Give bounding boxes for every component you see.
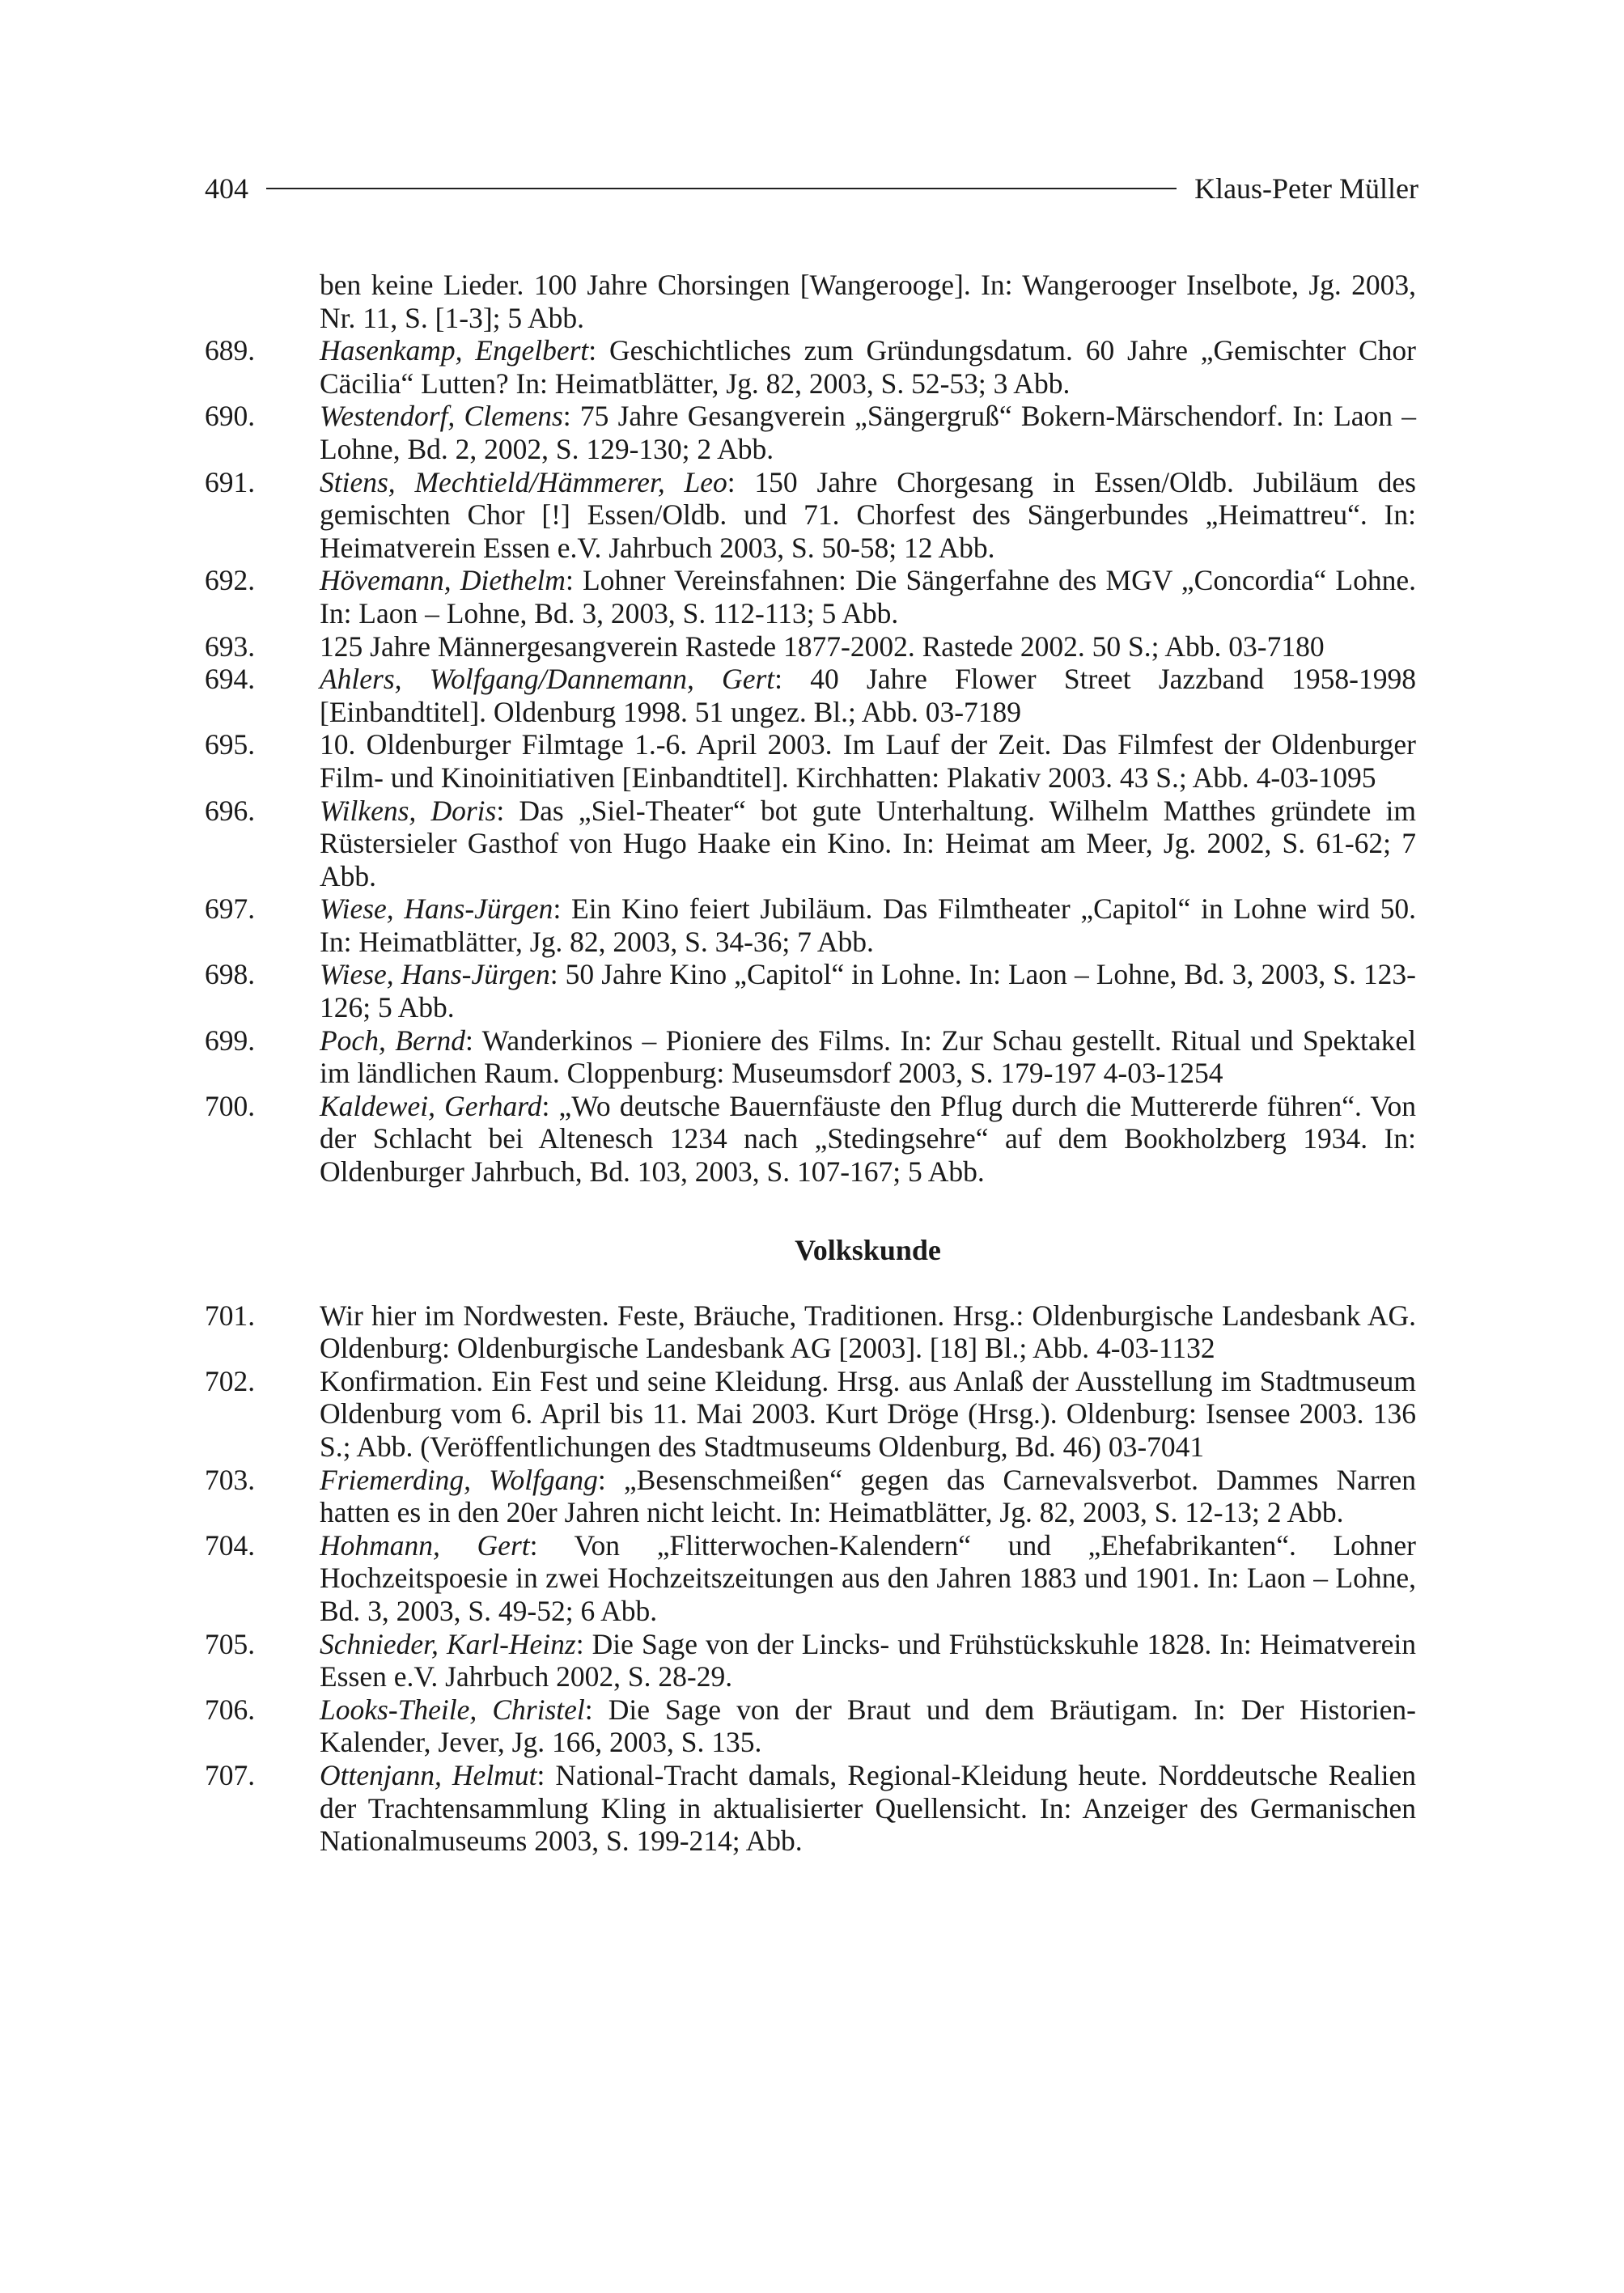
entry-text: 125 Jahre Männergesangverein Rastede 1877-2002. Rastede 2002. 50 S.; Abb. 03-7180	[320, 629, 1325, 663]
entry-text: : Die Sage von der Braut und dem Bräutigam. In: Der Historien-Kalender, Jever, Jg. 166, 2003, S. 135.	[320, 1693, 1417, 1759]
entry-author: Wiese, Hans-Jürgen	[320, 892, 553, 926]
bibliography-list-music-film	[205, 269, 1416, 1189]
bibliography-entry	[205, 1464, 1416, 1529]
bibliography-entry	[205, 663, 1416, 728]
entry-number: 703.	[205, 1463, 256, 1496]
entry-number: 704.	[205, 1528, 256, 1562]
bibliography-list-folklore	[205, 1299, 1416, 1858]
entry-author: Hohmann, Gert	[320, 1528, 530, 1562]
entry-text: : Von „Flitterwochen-Kalendern“ und „Ehefabrikanten“. Lohner Hochzeitspoesie in zwei Hochzeitszeitungen aus den Jahren 1883 und 1901. In: Laon – Lohne, Bd. 3, 2003, S. 49-52; 6 Abb.	[320, 1528, 1416, 1627]
entry-text: 10. Oldenburger Filmtage 1.-6. April 2003. Im Lauf der Zeit. Das Filmfest der Oldenburger Film- und Kinoinitiativen [Einbandtitel]. Kirchhatten: Plakativ 2003. 43 S.; Abb. 4-03-1095	[320, 728, 1416, 794]
entry-number: 699.	[205, 1024, 256, 1057]
entry-number: 700.	[205, 1089, 256, 1122]
entry-author: Hasenkamp, Engelbert	[320, 334, 589, 367]
entry-number: 705.	[205, 1627, 256, 1660]
bibliography-entry	[205, 958, 1416, 1024]
bibliography-entry	[205, 1628, 1416, 1693]
section-heading: Volkskunde	[795, 1233, 941, 1266]
bibliography-entry	[205, 400, 1416, 465]
entry-text: Konfirmation. Ein Fest und seine Kleidung. Hrsg. aus Anlaß der Ausstellung im Stadtmuseum Oldenburg vom 6. April bis 11. Mai 2003. Kurt Dröge (Hrsg.). Oldenburg: Isensee 2003. 136 S.; Abb. (Veröffentlichungen des Stadtmuseums Oldenburg, Bd. 46) 03-7041	[320, 1364, 1416, 1463]
entry-number: 707.	[205, 1758, 256, 1791]
page-number: 404	[205, 172, 248, 205]
bibliography-entry	[205, 334, 1416, 400]
entry-number: 698.	[205, 958, 256, 991]
bibliography-entry	[205, 1024, 1416, 1090]
bibliography-entry	[205, 1299, 1416, 1365]
entry-text: : Die Sage von der Lincks- und Frühstückskuhle 1828. In: Heimatverein Essen e.V. Jahrbuch 2002, S. 28-29.	[320, 1627, 1417, 1693]
entry-number: 694.	[205, 663, 256, 696]
header-rule	[266, 188, 1177, 189]
bibliography-entry	[205, 269, 1416, 334]
entry-text: ben keine Lieder. 100 Jahre Chorsingen [Wangerooge]. In: Wangerooger Inselbote, Jg. 2003, Nr. 11, S. [1-3]; 5 Abb.	[320, 269, 1416, 334]
entry-author: Hövemann, Diethelm	[320, 564, 566, 597]
entry-author: Kaldewei, Gerhard	[320, 1089, 542, 1122]
entry-text: : 75 Jahre Gesangverein „Sängergruß“ Bokern-Märschendorf. In: Laon – Lohne, Bd. 2, 2002, S. 129-130; 2 Abb.	[320, 400, 1416, 465]
entry-number: 695.	[205, 728, 256, 761]
entry-text: Wir hier im Nordwesten. Feste, Bräuche, Traditionen. Hrsg.: Oldenburgische Landesbank AG. Oldenburg: Oldenburgische Landesbank AG [2003]. [18] Bl.; Abb. 4-03-1132	[320, 1299, 1416, 1365]
bibliography-entry	[205, 630, 1416, 663]
entry-author: Wiese, Hans-Jürgen	[320, 958, 550, 991]
entry-text: : Lohner Vereinsfahnen: Die Sängerfahne des MGV „Concordia“ Lohne. In: Laon – Lohne, Bd. 3, 2003, S. 112-113; 5 Abb.	[320, 564, 1416, 629]
entry-author: Schnieder, Karl-Heinz	[320, 1627, 576, 1660]
entry-text: : Ein Kino feiert Jubiläum. Das Filmtheater „Capitol“ in Lohne wird 50. In: Heimatblätter, Jg. 82, 2003, S. 34-36; 7 Abb.	[320, 892, 1416, 958]
bibliography-entry	[205, 1090, 1416, 1189]
entry-author: Ahlers, Wolfgang/Dannemann, Gert	[320, 663, 775, 696]
entry-text: : Geschichtliches zum Gründungsdatum. 60 Jahre „Gemischter Chor Cäcilia“ Lutten? In: Heimatblätter, Jg. 82, 2003, S. 52-53; 3 Abb.	[320, 334, 1416, 400]
bibliography-entry	[205, 466, 1416, 565]
entry-number: 693.	[205, 629, 256, 663]
entry-author: Wilkens, Doris	[320, 794, 497, 827]
entry-number: 691.	[205, 465, 256, 498]
entry-text: : „Wo deutsche Bauernfäuste den Pflug durch die Muttererde führen“. Von der Schlacht bei Altenesch 1234 nach „Stedingsehre“ auf dem Bookholzberg 1934. In: Oldenburger Jahrbuch, Bd. 103, 2003, S. 107-167; 5 Abb.	[320, 1089, 1416, 1189]
entry-number: 690.	[205, 400, 256, 433]
bibliography-entry	[205, 1759, 1416, 1858]
page-content	[205, 269, 1416, 1858]
running-header	[205, 168, 1418, 209]
entry-text: : Das „Siel-Theater“ bot gute Unterhaltung. Wilhelm Matthes gründete im Rüstersieler Gasthof von Hugo Haake ein Kino. In: Heimat am Meer, Jg. 2002, S. 61-62; 7 Abb.	[320, 794, 1416, 892]
entry-text: : 150 Jahre Chorgesang in Essen/Oldb. Jubiläum des gemischten Chor [!] Essen/Oldb. und 71. Chorfest des Sängerbundes „Heimattreu“. In: Heimatverein Essen e.V. Jahrbuch 2003, S. 50-58; 12 Abb.	[320, 465, 1416, 564]
entry-author: Friemerding, Wolfgang	[320, 1463, 598, 1496]
entry-text: : 50 Jahre Kino „Capitol“ in Lohne. In: Laon – Lohne, Bd. 3, 2003, S. 123-126; 5 Abb.	[320, 958, 1417, 1024]
entry-author: Looks-Theile, Christel	[320, 1693, 585, 1726]
entry-text: : 40 Jahre Flower Street Jazzband 1958-1998 [Einbandtitel]. Oldenburg 1998. 51 ungez. Bl.; Abb. 03-7189	[320, 663, 1416, 728]
bibliography-entry	[205, 1365, 1416, 1464]
entry-number: 692.	[205, 564, 256, 597]
running-title: Klaus-Peter Müller	[1194, 172, 1418, 205]
entry-text: : Wanderkinos – Pioniere des Films. In: Zur Schau gestellt. Ritual und Spektakel im ländlichen Raum. Cloppenburg: Museumsdorf 2003, S. 179-197 4-03-1254	[320, 1024, 1416, 1090]
entry-text: : „Besenschmeißen“ gegen das Carnevalsverbot. Dammes Narren hatten es in den 20er Jahren nicht leicht. In: Heimatblätter, Jg. 82, 2003, S. 12-13; 2 Abb.	[320, 1463, 1416, 1529]
bibliography-entry	[205, 892, 1416, 958]
bibliography-entry	[205, 728, 1416, 794]
entry-number: 689.	[205, 334, 256, 367]
bibliography-entry	[205, 564, 1416, 629]
entry-author: Ottenjann, Helmut	[320, 1758, 537, 1791]
entry-text: : National-Tracht damals, Regional-Kleidung heute. Norddeutsche Realien der Trachtensammlung Kling in aktualisierter Quellensicht. In: Anzeiger des Germanischen Nationalmuseums 2003, S. 199-214; Abb.	[320, 1758, 1416, 1858]
entry-number: 696.	[205, 794, 256, 827]
entry-author: Poch, Bernd	[320, 1024, 466, 1057]
entry-author: Westendorf, Clemens	[320, 400, 563, 433]
entry-number: 702.	[205, 1364, 256, 1397]
bibliography-entry	[205, 1529, 1416, 1628]
entry-number: 701.	[205, 1299, 256, 1332]
entry-number: 706.	[205, 1693, 256, 1726]
bibliography-entry	[205, 1693, 1416, 1759]
entry-number: 697.	[205, 892, 256, 926]
entry-author: Stiens, Mechtield/Hämmerer, Leo	[320, 465, 727, 498]
bibliography-entry	[205, 795, 1416, 893]
